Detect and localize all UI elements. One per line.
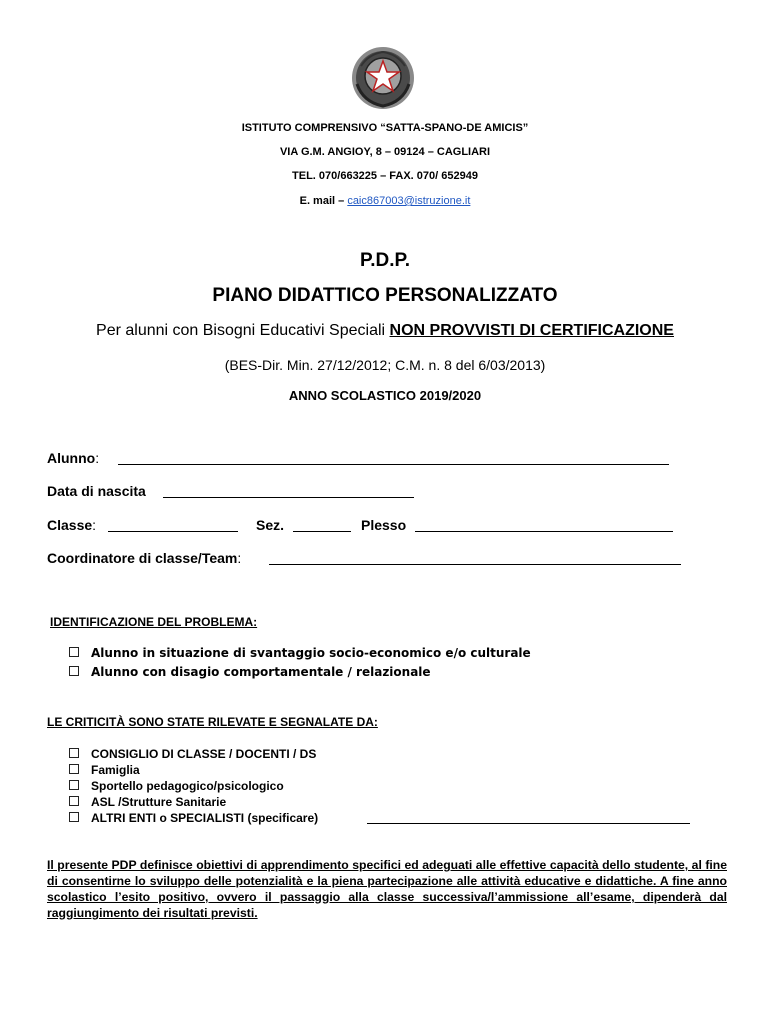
email-link[interactable]: caic867003@istruzione.it [347,195,471,207]
pdp-note: Il presente PDP definisce obiettivi di apprendimento specifici ed adeguati alle effettive capacità dello studente, al fine di consentirne lo sviluppo delle potenzialità e la piena partecipazione alle attività educative e didattiche. A fine anno scolastico l’esito positivo, ovvero il passaggio alla classe successiva/l’ammissione all’esame, dipenderà dal raggiungimento dei risultati previsti. [47,858,727,920]
field-sez: Sez. [256,517,285,533]
criticita-item [69,762,140,778]
field-data-nascita: Data di nascita [47,483,146,499]
checkbox-icon[interactable] [69,780,79,790]
problem-item-label: Alunno con disagio comportamentale / relazionale [91,665,431,679]
criticita-item [69,794,226,810]
field-classe [47,517,96,533]
problem-item-label: Alunno in situazione di svantaggio socio-economico e/o culturale [91,646,531,660]
coordinatore-label: Coordinatore di classe/Team [47,550,238,566]
legal-reference: (BES-Dir. Min. 27/12/2012; C.M. n. 8 del 6/03/2013) [224,357,546,373]
doc-subtitle [0,322,770,340]
alunno-label: Alunno [47,450,96,466]
school-year: ANNO SCOLASTICO 2019/2020 [288,388,482,403]
criticita-item-label: ALTRI ENTI o SPECIALISTI (specificare) [91,811,319,825]
sez-input-line[interactable] [293,519,351,532]
checkbox-icon[interactable] [69,666,79,676]
specificare-input-line[interactable] [367,811,690,824]
nascita-input-line[interactable] [163,485,414,498]
plesso-input-line[interactable] [415,519,673,532]
classe-input-line[interactable] [108,519,238,532]
alunno-colon: : [95,450,100,466]
problem-item [69,665,431,679]
criticita-item-label: CONSIGLIO DI CLASSE / DOCENTI / DS [91,747,317,761]
doc-abbr: P.D.P. [359,250,410,271]
criticita-item-label: ASL /Strutture Sanitarie [91,795,227,809]
alunno-input-line[interactable] [118,452,669,465]
republic-emblem-icon [349,44,417,112]
subtitle-prefix: Per alunni con Bisogni Educativi Speciali [96,322,390,339]
school-name: ISTITUTO COMPRENSIVO “SATTA-SPANO-DE AMICIS” [241,122,529,134]
checkbox-icon[interactable] [69,812,79,822]
classe-label: Classe [47,517,93,533]
coordinatore-input-line[interactable] [269,552,681,565]
subtitle-emphasis: NON PROVVISTI DI CERTIFICAZIONE [389,322,674,339]
checkbox-icon[interactable] [69,764,79,774]
criticita-heading: LE CRITICITÀ SONO STATE RILEVATE E SEGNALATE DA: [47,715,378,729]
school-phone: TEL. 070/663225 – FAX. 070/ 652949 [292,170,478,182]
criticita-item-label: Sportello pedagogico/psicologico [91,779,284,793]
coordinatore-colon: : [237,550,242,566]
criticita-item-label: Famiglia [91,763,140,777]
doc-title: PIANO DIDATTICO PERSONALIZZATO [212,285,558,306]
checkbox-icon[interactable] [69,748,79,758]
school-email-line [0,195,770,207]
criticita-item [69,810,318,826]
checkbox-icon[interactable] [69,647,79,657]
criticita-item [69,746,316,762]
problem-item [69,646,531,660]
email-label: E. mail – [299,195,348,207]
problem-heading: IDENTIFICAZIONE DEL PROBLEMA: [50,615,258,629]
checkbox-icon[interactable] [69,796,79,806]
field-plesso: Plesso [361,517,407,533]
field-alunno [47,450,99,466]
school-address: VIA G.M. ANGIOY, 8 – 09124 – CAGLIARI [279,146,491,158]
classe-colon: : [92,517,97,533]
field-coordinatore [47,550,241,566]
criticita-item [69,778,284,794]
